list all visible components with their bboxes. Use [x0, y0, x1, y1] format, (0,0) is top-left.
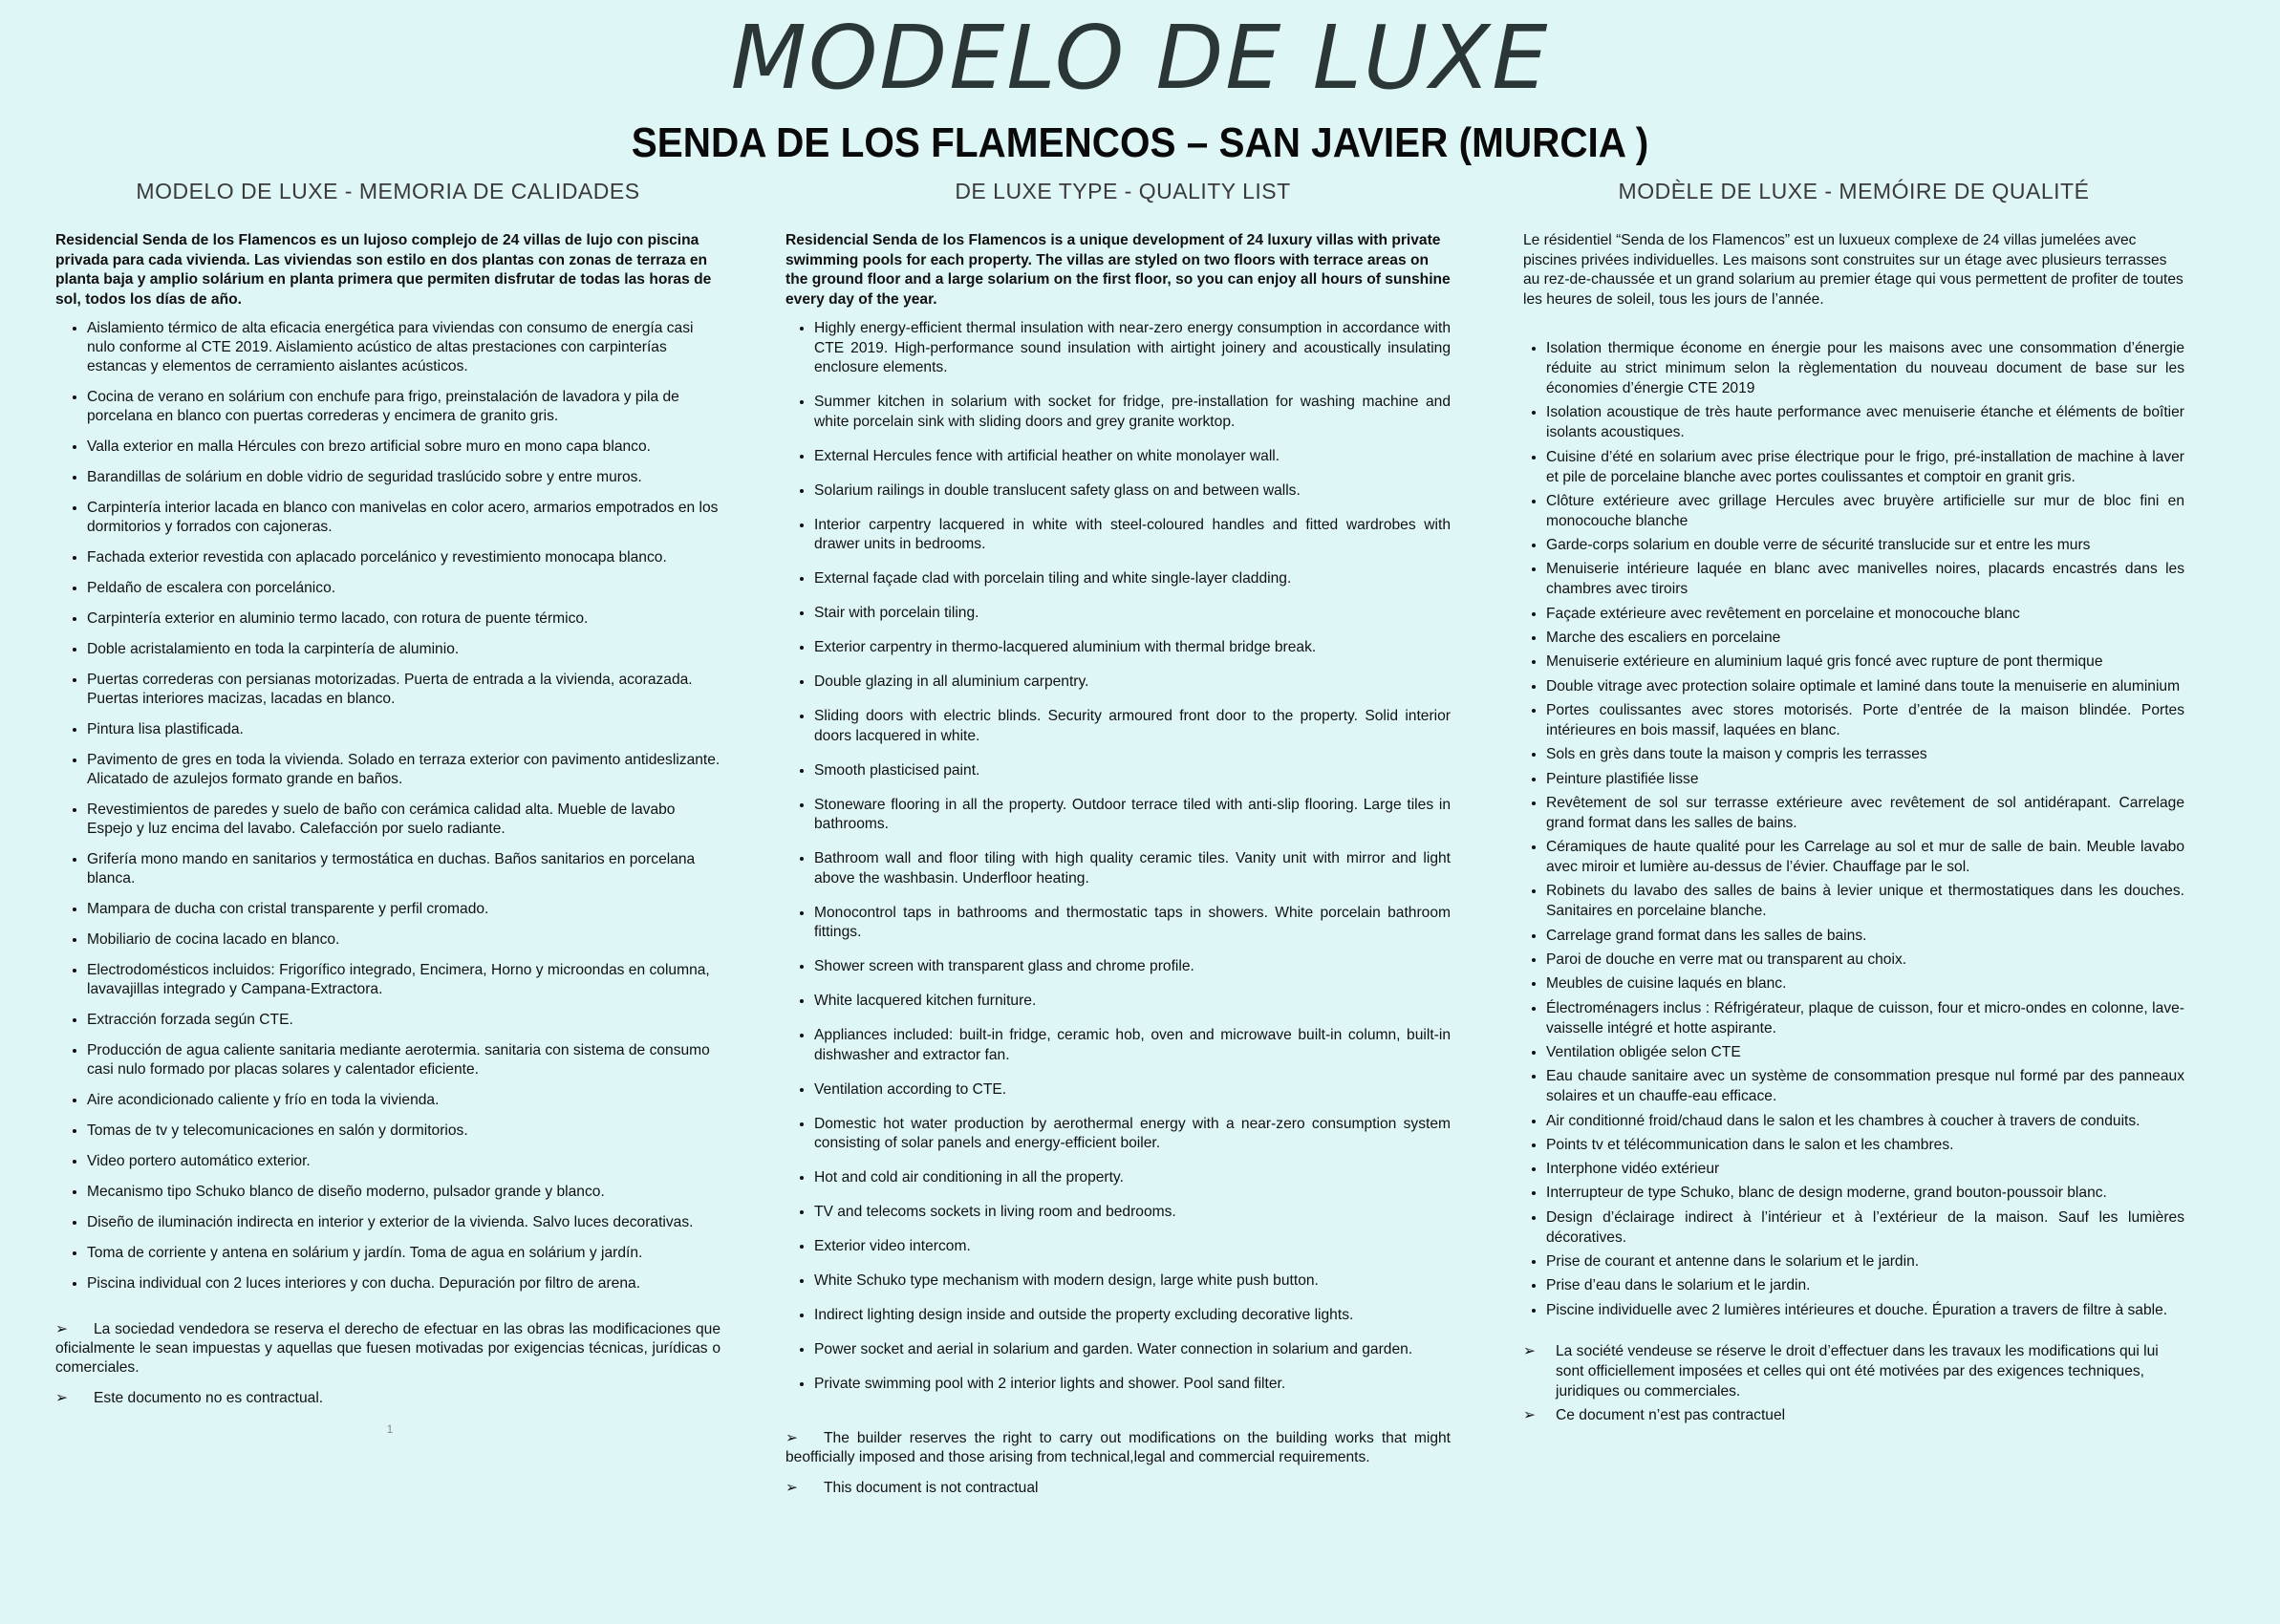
list-item: • Isolation thermique économe en énergie pour les maisons avec une consommation d’énergie réduite au strict minimum selon la règlementation du nouveau document de base sur les économies d’énergie CTE 2019: [1546, 338, 2184, 398]
list-item: • Power socket and aerial in solarium and garden. Water connection in solarium and garden.: [814, 1340, 1451, 1360]
list-item: • External façade clad with porcelain tiling and white single-layer cladding.: [814, 569, 1451, 589]
note-text: Ce document n’est pas contractuel: [1556, 1406, 1786, 1423]
list-item: • Revêtement de sol sur terrasse extérieure avec revêtement de sol antidérapant. Carrelage grand format dans les salles de bains.: [1546, 793, 2184, 833]
list-item: • Double glazing in all aluminium carpentry.: [814, 673, 1451, 693]
list-item: • Isolation acoustique de très haute performance avec menuiserie étanche et éléments de boîtier isolants acoustiques.: [1546, 402, 2184, 442]
intro-paragraph: Residencial Senda de los Flamencos es un lujoso complejo de 24 villas de lujo con piscina privada para cada vivienda. Las viviendas son estilo en dos plantas con zonas de terraza en planta baja y amplio solárium en planta primera que permiten disfrutar de todas las horas de sol, todos los días de año.: [55, 232, 712, 308]
list-item: • White lacquered kitchen furniture.: [814, 992, 1451, 1012]
list-item: • Tomas de tv y telecomunicaciones en salón y dormitorios.: [87, 1122, 721, 1141]
list-item: • Meubles de cuisine laqués en blanc.: [1546, 973, 2184, 994]
list-item: • Peldaño de escalera con porcelánico.: [87, 579, 721, 598]
note-text: Este documento no es contractual.: [94, 1390, 324, 1406]
list-item: • Ventilation according to CTE.: [814, 1080, 1451, 1100]
subtitle: SENDA DE LOS FLAMENCOS – SAN JAVIER (MURCIA ): [631, 119, 1649, 166]
arrow-bullet-icon: ➢: [55, 1390, 69, 1406]
disclaimer-note: [785, 1429, 1451, 1467]
arrow-bullet-icon: ➢: [1523, 1342, 1537, 1359]
spanish-column: [55, 174, 721, 1439]
quality-list: [785, 319, 1451, 1395]
list-item: • Smooth plasticised paint.: [814, 761, 1451, 781]
list-item: • Fachada exterior revestida con aplacado porcelánico y revestimiento monocapa blanco.: [87, 548, 721, 567]
list-item: • Revestimientos de paredes y suelo de baño con cerámica calidad alta. Mueble de lavabo Espejo y luz encima del lavabo. Calefacción por suelo radiante.: [87, 801, 721, 839]
list-item: • Solarium railings in double translucent safety glass on and between walls.: [814, 481, 1451, 502]
intro-paragraph: Le résidentiel “Senda de los Flamencos” est un luxueux complexe de 24 villas jumelées avec piscines privées individuelles. Les maisons sont construites sur un étage avec plusieurs terrasses au rez-de-chaussée et un grand solarium au premier étage qui vous permettent de profiter de toutes les heures de soleil, tous les jours de l’année.: [1523, 232, 2183, 308]
list-item: • Exterior video intercom.: [814, 1237, 1451, 1257]
list-item: • Diseño de iluminación indirecta en interior y exterior de la vivienda. Salvo luces decorativas.: [87, 1213, 721, 1232]
list-item: • Menuiserie extérieure en aluminium laqué gris foncé avec rupture de pont thermique: [1546, 652, 2184, 672]
list-item: • Aire acondicionado caliente y frío en toda la vivienda.: [87, 1091, 721, 1110]
disclaimer-note: [55, 1320, 721, 1378]
list-item: • Robinets du lavabo des salles de bains à levier unique et thermostatiques dans les douches. Sanitaires en porcelaine blanche.: [1546, 881, 2184, 921]
notes: [55, 1320, 721, 1408]
note-text: This document is not contractual: [824, 1479, 1039, 1496]
arrow-bullet-icon: ➢: [1523, 1406, 1537, 1423]
list-item: • Électroménagers inclus : Réfrigérateur, plaque de cuisson, four et micro-ondes en colonne, lave-vaisselle intégré et hotte aspirante.: [1546, 998, 2184, 1038]
notes: [1523, 1341, 2184, 1425]
list-item: • Barandillas de solárium en doble vidrio de seguridad traslúcido sobre y entre muros.: [87, 468, 721, 487]
list-item: • Portes coulissantes avec stores motorisés. Porte d’entrée de la maison blindée. Portes intérieures en bois massif, laquées en blanc.: [1546, 700, 2184, 740]
list-item: • Summer kitchen in solarium with socket for fridge, pre-installation for washing machine and white porcelain sink with sliding doors and grey granite worktop.: [814, 393, 1451, 432]
column-heading: DE LUXE TYPE - QUALITY LIST: [955, 179, 1291, 203]
list-item: • Prise de courant et antenne dans le solarium et le jardin.: [1546, 1251, 2184, 1271]
list-item: • Producción de agua caliente sanitaria mediante aerotermia. sanitaria con sistema de consumo casi nulo formado por placas solares y calentador eficiente.: [87, 1041, 721, 1079]
list-item: • Domestic hot water production by aerothermal energy with a near-zero consumption system consisting of solar panels and energy-efficient boiler.: [814, 1115, 1451, 1154]
notes: [785, 1429, 1451, 1498]
disclaimer-note: [785, 1479, 1451, 1498]
list-item: • Cuisine d’été en solarium avec prise électrique pour le frigo, pré-installation de machine à laver et pile de porcelaine blanche avec portes coulissantes et comptoir en granit gris.: [1546, 447, 2184, 487]
list-item: • Paroi de douche en verre mat ou transparent au choix.: [1546, 950, 2184, 970]
list-item: • Interior carpentry lacquered in white with steel-coloured handles and fitted wardrobes with drawer units in bedrooms.: [814, 516, 1451, 555]
column-heading: MODÈLE DE LUXE - MEMÓIRE DE QUALITÉ: [1618, 179, 2090, 203]
list-item: • Marche des escaliers en porcelaine: [1546, 628, 2184, 648]
list-item: • Electrodomésticos incluidos: Frigorífico integrado, Encimera, Horno y microondas en columna, lavavajillas integrado y Campana-Extractora.: [87, 961, 721, 999]
list-item: • Exterior carpentry in thermo-lacquered aluminium with thermal bridge break.: [814, 638, 1451, 658]
list-item: • Mobiliario de cocina lacado en blanco.: [87, 930, 721, 950]
list-item: • Valla exterior en malla Hércules con brezo artificial sobre muro en mono capa blanco.: [87, 438, 721, 457]
list-item: • Interphone vidéo extérieur: [1546, 1159, 2184, 1179]
list-item: • Monocontrol taps in bathrooms and thermostatic taps in showers. White porcelain bathroom fittings.: [814, 904, 1451, 943]
list-item: • Puertas correderas con persianas motorizadas. Puerta de entrada a la vivienda, acorazada. Puertas interiores macizas, lacadas en blanco.: [87, 671, 721, 709]
disclaimer-note: [1523, 1405, 2184, 1425]
list-item: • Cocina de verano en solárium con enchufe para frigo, preinstalación de lavadora y pila de porcelana en blanco con puertas correderas y encimera de granito gris.: [87, 388, 721, 426]
list-item: • Mecanismo tipo Schuko blanco de diseño moderno, pulsador grande y blanco.: [87, 1183, 721, 1202]
list-item: • Mampara de ducha con cristal transparente y perfil cromado.: [87, 900, 721, 919]
quality-list: [55, 319, 721, 1293]
list-item: • Interrupteur de type Schuko, blanc de design moderne, grand bouton-poussoir blanc.: [1546, 1183, 2184, 1203]
list-item: • Eau chaude sanitaire avec un système de consommation presque nul formé par des panneaux solaires et un chauffe-eau efficace.: [1546, 1066, 2184, 1106]
list-item: • Grifería mono mando en sanitarios y termostática en duchas. Baños sanitarios en porcelana blanca.: [87, 850, 721, 888]
note-text: La sociedad vendedora se reserva el derecho de efectuar en las obras las modificaciones que oficialmente le sean impuestas y aquellas que fuesen motivadas por exigencias técnicas, jurídicas o comerciales.: [55, 1321, 721, 1376]
list-item: • Clôture extérieure avec grillage Hercules avec bruyère artificielle sur mur de bloc fini en monocouche blanche: [1546, 491, 2184, 531]
list-item: • Double vitrage avec protection solaire optimale et laminé dans toute la menuiserie en aluminium: [1546, 676, 2184, 696]
arrow-bullet-icon: ➢: [55, 1321, 69, 1337]
list-item: • Peinture plastifiée lisse: [1546, 769, 2184, 789]
intro-paragraph: Residencial Senda de los Flamencos is a unique development of 24 luxury villas with private swimming pools for each property. The villas are styled on two floors with terrace areas on the ground floor and a large solarium on the first floor, so you can enjoy all hours of sunshine every day of the year.: [785, 232, 1451, 308]
list-item: • External Hercules fence with artificial heather on white monolayer wall.: [814, 447, 1451, 467]
list-item: • Video portero automático exterior.: [87, 1152, 721, 1171]
list-item: • Hot and cold air conditioning in all the property.: [814, 1168, 1451, 1188]
list-item: • Points tv et télécommunication dans le salon et les chambres.: [1546, 1135, 2184, 1155]
list-item: • Ventilation obligée selon CTE: [1546, 1042, 2184, 1062]
list-item: • Façade extérieure avec revêtement en porcelaine et monocouche blanc: [1546, 604, 2184, 624]
list-item: • Piscina individual con 2 luces interiores y con ducha. Depuración por filtro de arena.: [87, 1274, 721, 1293]
list-item: • Shower screen with transparent glass and chrome profile.: [814, 957, 1451, 977]
list-item: • Sliding doors with electric blinds. Security armoured front door to the property. Solid interior doors lacquered in white.: [814, 707, 1451, 746]
list-item: • TV and telecoms sockets in living room and bedrooms.: [814, 1203, 1451, 1223]
note-text: La société vendeuse se réserve le droit d’effectuer dans les travaux les modifications qui lui sont officiellement imposées et celles qui ont été motivées par des exigences techniques, juridiques ou commerciales.: [1556, 1342, 2159, 1400]
arrow-bullet-icon: ➢: [785, 1479, 799, 1496]
list-item: • Stoneware flooring in all the property. Outdoor terrace tiled with anti-slip flooring. Large tiles in bathrooms.: [814, 796, 1451, 835]
list-item: • White Schuko type mechanism with modern design, large white push button.: [814, 1271, 1451, 1292]
list-item: • Carpintería exterior en aluminio termo lacado, con rotura de puente térmico.: [87, 609, 721, 629]
list-item: • Air conditionné froid/chaud dans le salon et les chambres à coucher à travers de conduits.: [1546, 1111, 2184, 1131]
english-column: [785, 174, 1451, 1509]
column-heading: MODELO DE LUXE - MEMORIA DE CALIDADES: [136, 179, 640, 203]
list-item: • Bathroom wall and floor tiling with high quality ceramic tiles. Vanity unit with mirror and light above the washbasin. Underfloor heating.: [814, 849, 1451, 888]
list-item: • Sols en grès dans toute la maison y compris les terrasses: [1546, 744, 2184, 764]
list-item: • Menuiserie intérieure laquée en blanc avec manivelles noires, placards encastrés dans les chambres avec tiroirs: [1546, 559, 2184, 599]
french-column: [1523, 174, 2184, 1429]
list-item: • Toma de corriente y antena en solárium y jardín. Toma de agua en solárium y jardín.: [87, 1244, 721, 1263]
list-item: • Céramiques de haute qualité pour les Carrelage au sol et mur de salle de bain. Meuble lavabo avec miroir et lumière au-dessus de l’évier. Chauffage par le sol.: [1546, 837, 2184, 877]
disclaimer-note: [55, 1389, 721, 1408]
list-item: • Pavimento de gres en toda la vivienda. Solado en terraza exterior con pavimento antideslizante. Alicatado de azulejos formato grande en baños.: [87, 751, 721, 789]
list-item: • Carrelage grand format dans les salles de bains.: [1546, 926, 2184, 946]
list-item: • Aislamiento térmico de alta eficacia energética para viviendas con consumo de energía casi nulo conforme al CTE 2019. Aislamiento acústico de altas prestaciones con carpinterías estancas y elementos de cerramiento aislantes acústicos.: [87, 319, 721, 376]
list-item: • Piscine individuelle avec 2 lumières intérieures et douche. Épuration a travers de filtre à sable.: [1546, 1300, 2184, 1320]
list-item: • Indirect lighting design inside and outside the property excluding decorative lights.: [814, 1306, 1451, 1326]
disclaimer-note: [1523, 1341, 2184, 1401]
list-item: • Carpintería interior lacada en blanco con manivelas en color acero, armarios empotrados en los dormitorios y forrados con cajoneras.: [87, 499, 721, 537]
list-item: • Stair with porcelain tiling.: [814, 604, 1451, 624]
page-marker: 1: [386, 1422, 394, 1436]
list-item: • Highly energy-efficient thermal insulation with near-zero energy consumption in accordance with CTE 2019. High-performance sound insulation with airtight joinery and acoustically insulating enclosure elements.: [814, 319, 1451, 378]
list-item: • Doble acristalamiento en toda la carpintería de aluminio.: [87, 640, 721, 659]
list-item: • Garde-corps solarium en double verre de sécurité translucide sur et entre les murs: [1546, 535, 2184, 555]
quality-list: [1523, 338, 2184, 1320]
note-text: The builder reserves the right to carry out modifications on the building works that might beofficially imposed and those arising from technical,legal and commercial requirements.: [785, 1429, 1451, 1465]
list-item: • Appliances included: built-in fridge, ceramic hob, oven and microwave built-in column, built-in dishwasher and extractor fan.: [814, 1026, 1451, 1065]
main-title: MODELO DE LUXE: [730, 7, 1550, 109]
list-item: • Private swimming pool with 2 interior lights and shower. Pool sand filter.: [814, 1375, 1451, 1395]
list-item: • Extracción forzada según CTE.: [87, 1011, 721, 1030]
list-item: • Design d’éclairage indirect à l’intérieur et à l’extérieur de la maison. Sauf les lumières décoratives.: [1546, 1207, 2184, 1248]
list-item: • Prise d’eau dans le solarium et le jardin.: [1546, 1275, 2184, 1295]
arrow-bullet-icon: ➢: [785, 1429, 799, 1446]
list-item: • Pintura lisa plastificada.: [87, 720, 721, 739]
